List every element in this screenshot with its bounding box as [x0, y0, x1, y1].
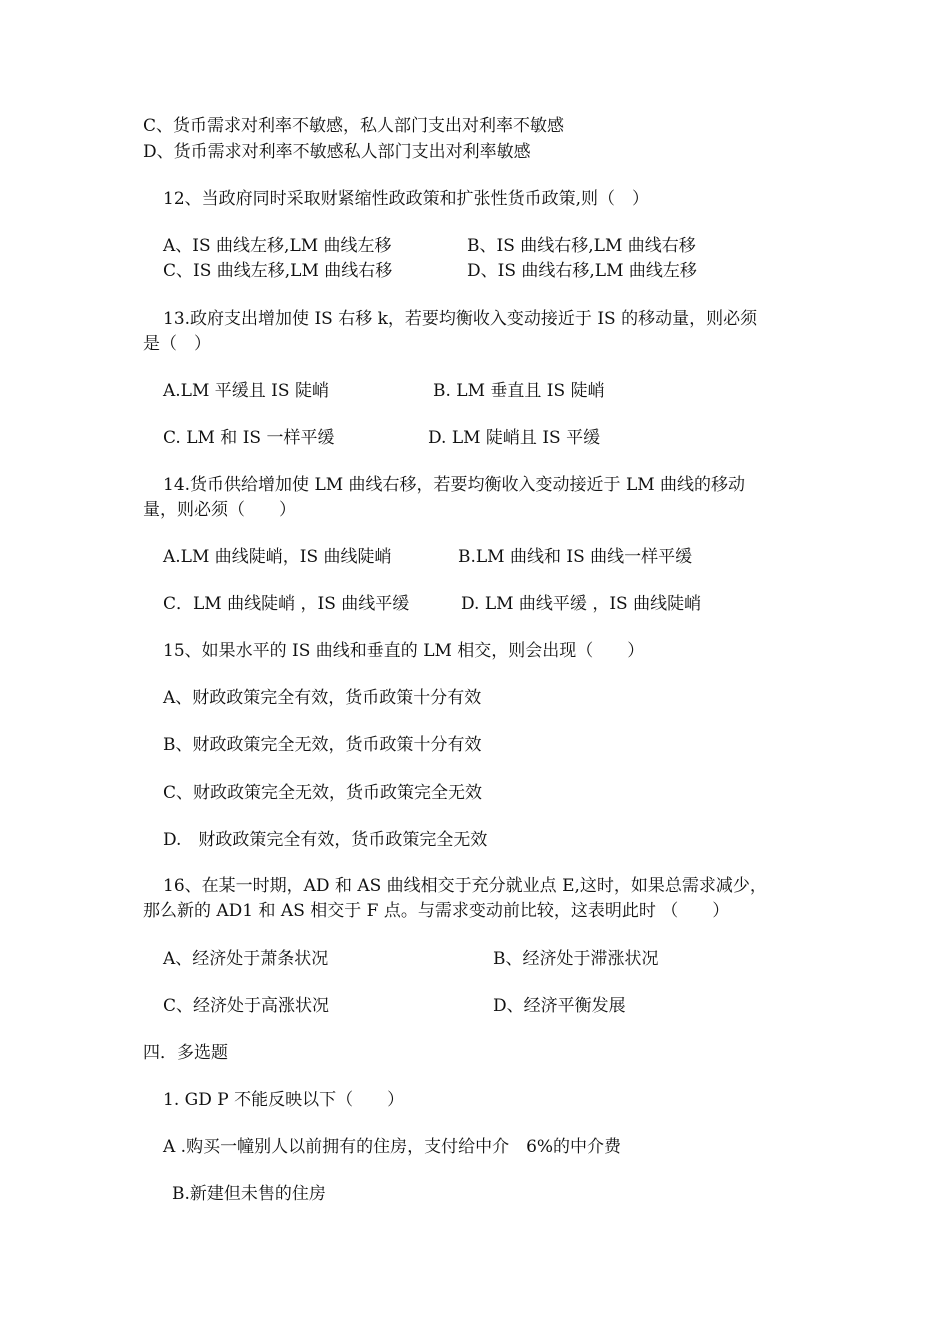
q14-option-b: B.LM 曲线和 IS 曲线一样平缓: [458, 547, 693, 567]
q12-option-a: A、IS 曲线左移,LM 曲线左移: [163, 236, 392, 256]
q14-option-d: D. LM 曲线平缓 ，IS 曲线陡峭: [461, 594, 702, 614]
q15-option-b: B、财政政策完全无效，货币政策十分有效: [163, 735, 482, 755]
q14-option-a: A.LM 曲线陡峭，IS 曲线陡峭: [163, 547, 392, 567]
q16-option-a: A、经济处于萧条状况: [163, 949, 329, 969]
q11-option-c: C、货币需求对利率不敏感，私人部门支出对利率不敏感: [143, 116, 565, 136]
q13-stem-line1: 13.政府支出增加使 IS 右移 k，若要均衡收入变动接近于 IS 的移动量，则必须: [163, 309, 758, 329]
m1-option-b: B.新建但未售的住房: [172, 1184, 326, 1204]
m1-stem: 1. GD P 不能反映以下（ ）: [163, 1090, 405, 1110]
q13-option-a: A.LM 平缓且 IS 陡峭: [163, 381, 329, 401]
q12-option-d: D、IS 曲线右移,LM 曲线左移: [467, 261, 697, 281]
q16-option-d: D、经济平衡发展: [493, 996, 626, 1016]
m1-option-a: A .购买一幢别人以前拥有的住房，支付给中介 6%的中介费: [163, 1137, 622, 1157]
q16-option-c: C、经济处于高涨状况: [163, 996, 330, 1016]
q12-option-b: B、IS 曲线右移,LM 曲线右移: [467, 236, 696, 256]
q13-option-c: C. LM 和 IS 一样平缓: [163, 428, 335, 448]
q14-stem-line1: 14.货币供给增加使 LM 曲线右移，若要均衡收入变动接近于 LM 曲线的移动: [163, 475, 746, 495]
q16-stem-line1: 16、在某一时期，AD 和 AS 曲线相交于充分就业点 E,这时，如果总需求减少，: [163, 876, 767, 896]
q12-stem: 12、当政府同时采取财紧缩性政政策和扩张性货币政策,则（ ）: [163, 189, 650, 209]
q14-stem-line2: 量，则必须（ ）: [143, 500, 296, 520]
q13-option-d: D. LM 陡峭且 IS 平缓: [428, 428, 601, 448]
q16-stem-line2: 那么新的 AD1 和 AS 相交于 F 点。与需求变动前比较，这表明此时 （ ）: [143, 901, 730, 921]
q16-option-b: B、经济处于滞涨状况: [493, 949, 659, 969]
q15-option-d: D. 财政政策完全有效，货币政策完全无效: [163, 830, 488, 850]
q13-option-b: B. LM 垂直且 IS 陡峭: [433, 381, 605, 401]
q14-option-c: C．LM 曲线陡峭 ，IS 曲线平缓: [163, 594, 410, 614]
section-heading-multiple-choice: 四．多选题: [143, 1043, 228, 1063]
q15-option-a: A、财政政策完全有效，货币政策十分有效: [163, 688, 482, 708]
q12-option-c: C、IS 曲线左移,LM 曲线右移: [163, 261, 393, 281]
q11-option-d: D、货币需求对利率不敏感私人部门支出对利率敏感: [143, 142, 531, 162]
q15-option-c: C、财政政策完全无效，货币政策完全无效: [163, 783, 483, 803]
q13-stem-line2: 是（ ）: [143, 334, 211, 354]
q15-stem: 15、如果水平的 IS 曲线和垂直的 LM 相交，则会出现（ ）: [163, 641, 645, 661]
